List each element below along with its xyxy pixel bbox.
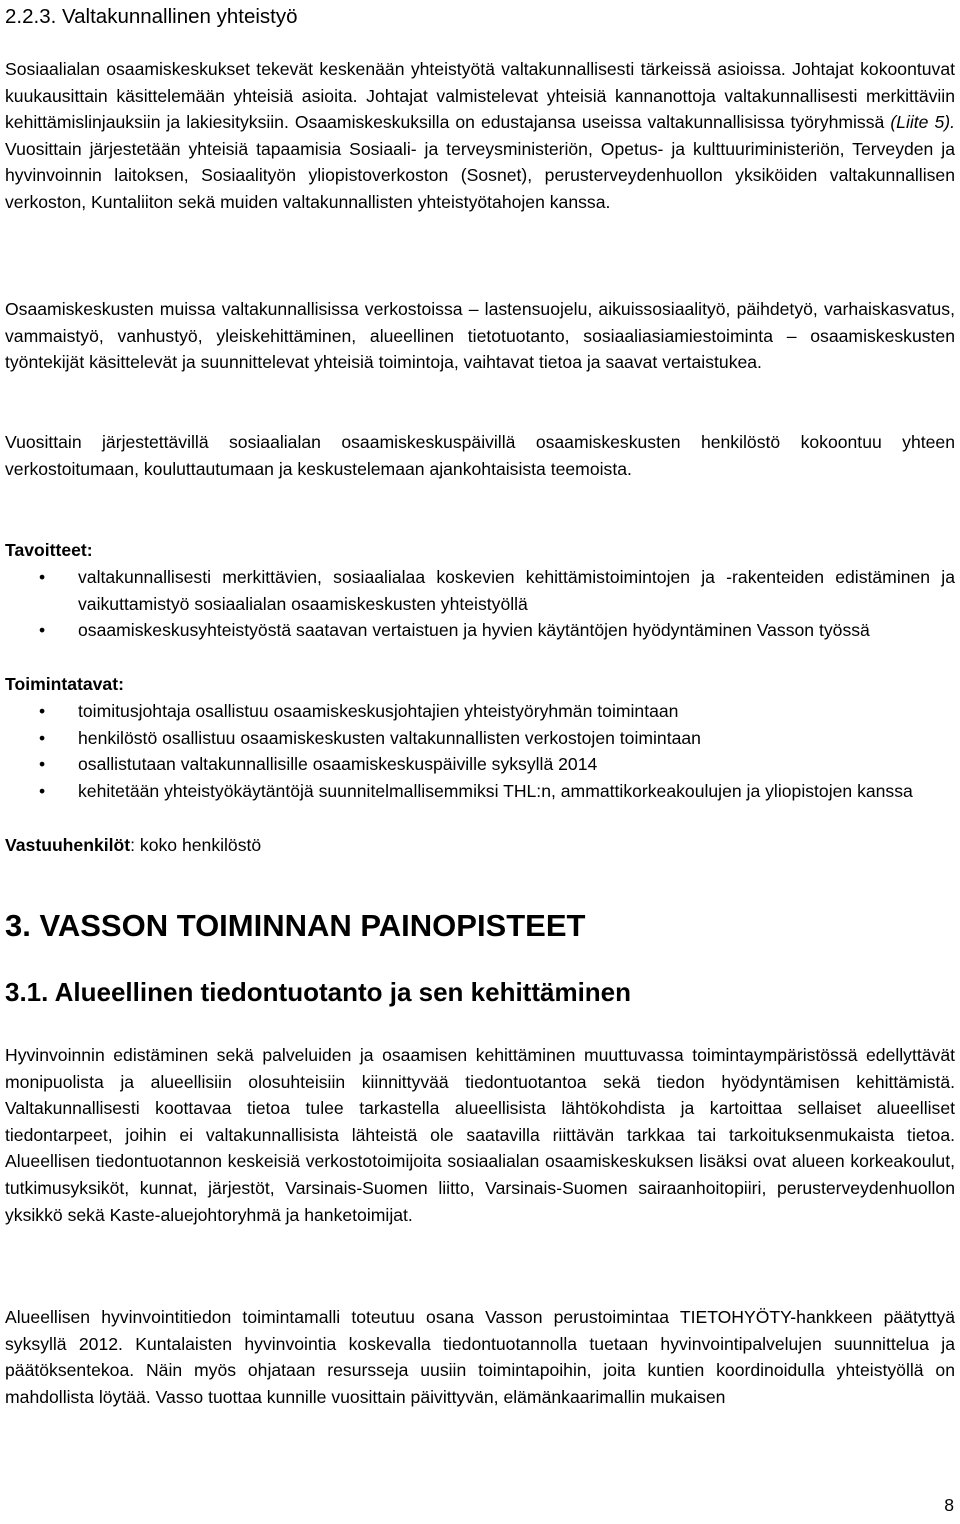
list-item — [5, 751, 955, 778]
bullet-icon: • — [39, 727, 46, 748]
bullet-icon: • — [39, 567, 46, 587]
bullet-icon: • — [39, 701, 46, 721]
goals-label: Tavoitteet: — [5, 540, 93, 560]
responsible-label: Vastuuhenkilöt — [5, 835, 131, 855]
paragraph-regional-knowledge: Hyvinvoinnin edistäminen sekä palveluiden ja osaamisen kehittäminen muuttuvassa toimintaympäristössä edellyttävät monipuolista ja alueellisiin olosuhteisiin kiinnittyvää tiedontuotantoa sekä tiedon hyödyntämisen kehittämistä. Valtakunnallisesti koottavaa tietoa tulee tarkastella alueellisista lähtökohdista ja kartoittaa sellaiset alueelliset tiedontarpeet, joihin ei valtakunnallisista lähteistä ole saatavilla riittävän tarkkaa tai tarkoituksenmukaista tietoa. Alueellisen tiedontuotannon keskeisiä verkostotoimijoita sosiaalialan osaamiskeskuksen lisäksi ovat alueen korkeakoulut, tutkimusyksiköt, kunnat, järjestöt, Varsinais-Suomen liitto, Varsinais-Suomen sairaanhoitopiiri, perusterveydenhuollon yksikkö sekä Kaste-aluejohtoryhmä ja hanketoimijat. — [5, 1045, 955, 1225]
paragraph-wellbeing-model: Alueellisen hyvinvointitiedon toimintamalli toteutuu osana Vasson perustoimintaa TIETOHYÖTY-hankkeen päätyttyä syksyllä 2012. Kuntalaisten hyvinvointia koskevalla tiedontuotannolla tuetaan hyvinvointipalvelujen suunnittelua ja päätöksentekoa. Näin myös ohjataan resursseja uusiin toimintapoihin, joita kuntien koordinoidulla yhteistyöllä on mahdollista löytää. Vasso tuottaa kunnille vuosittain päivittyvän, elämänkaarimallin mukaisen — [5, 1307, 955, 1407]
paragraph-text-tail: Vuosittain järjestetään yhteisiä tapaamisia Sosiaali- ja terveysministeriön, Opetus- ja kulttuuriministeriön, Terveyden ja hyvinvoinnin laitoksen, Sosiaalityön yliopistoverkoston (Sosnet), perusterveydenhuollon yksiköiden valtakunnallisen verkoston, Kuntaliiton sekä muiden valtakunnallisten yhteistyötahojen kanssa. — [5, 138, 955, 212]
list-item — [5, 564, 955, 617]
methods-label: Toimintatavat: — [5, 674, 124, 694]
list-item-text: osallistutaan valtakunnallisille osaamiskeskuspäiville syksyllä 2014 — [78, 754, 598, 775]
goals-list — [5, 564, 955, 644]
appendix-reference: (Liite 5). — [890, 112, 955, 133]
bullet-icon: • — [39, 780, 46, 801]
list-item — [5, 778, 955, 805]
paragraph-networks: Osaamiskeskusten muissa valtakunnallisissa verkostoissa – lastensuojelu, aikuissosiaalityö, päihdetyö, varhaiskasvatus, vammaistyö, vanhustyö, yleiskehittäminen, alueellinen tietotuotanto, sosiaaliasiamiestoiminta – osaamiskeskusten työntekijät käsittelevät ja suunnittelevat yhteisiä toimintoja, vaihtavat tietoa ja saavat vertaistukea. — [5, 299, 955, 373]
paragraph-annual-days: Vuosittain järjestettävillä sosiaalialan osaamiskeskuspäivillä osaamiskeskusten henkilöstö kokoontuu yhteen verkostoitumaan, kouluttautumaan ja keskustelemaan ajankohtaisista teemoista. — [5, 432, 955, 479]
paragraph-national-cooperation — [5, 56, 955, 216]
list-item-text: kehitetään yhteistyökäytäntöjä suunnitelmallisemmiksi THL:n, ammattikorkeakoulujen ja yliopistojen kanssa — [78, 780, 913, 801]
chapter-heading: 3. VASSON TOIMINNAN PAINOPISTEET — [5, 908, 586, 943]
list-item-text: henkilöstö osallistuu osaamiskeskusten valtakunnallisten verkostojen toimintaan — [78, 727, 701, 748]
bullet-icon: • — [39, 754, 46, 775]
bullet-icon: • — [39, 620, 46, 641]
page-number: 8 — [944, 1495, 954, 1515]
subchapter-heading: 3.1. Alueellinen tiedontuotanto ja sen kehittäminen — [5, 977, 632, 1007]
list-item — [5, 617, 955, 644]
responsible-persons — [5, 832, 261, 859]
list-item-text: toimitusjohtaja osallistuu osaamiskeskusjohtajien yhteistyöryhmän toimintaan — [78, 701, 679, 721]
list-item-text: osaamiskeskusyhteistyöstä saatavan vertaistuen ja hyvien käytäntöjen hyödyntäminen Vasson työssä — [78, 620, 870, 641]
list-item — [5, 725, 955, 752]
section-heading: 2.2.3. Valtakunnallinen yhteistyö — [5, 5, 298, 28]
paragraph-text: Sosiaalialan osaamiskeskukset tekevät keskenään yhteistyötä valtakunnallisesti tärkeissä asioissa. Johtajat kokoontuvat kuukausittain käsittelemään yhteisiä asioita. Johtajat valmistelevat yhteisiä kannanottoja valtakunnallisesti merkittäviin kehittämislinjauksiin ja lakiesityksiin. Osaamiskeskuksilla on edustajansa useissa valtakunnallisissa työryhmissä — [5, 59, 955, 133]
methods-list — [5, 698, 955, 804]
list-item-text: valtakunnallisesti merkittävien, sosiaalialaa koskevien kehittämistoimintojen ja -rakenteiden edistäminen ja vaikuttamistyö sosiaalialan osaamiskeskusten yhteistyöllä — [78, 567, 955, 614]
responsible-value: : koko henkilöstö — [130, 835, 262, 855]
list-item — [5, 698, 955, 725]
